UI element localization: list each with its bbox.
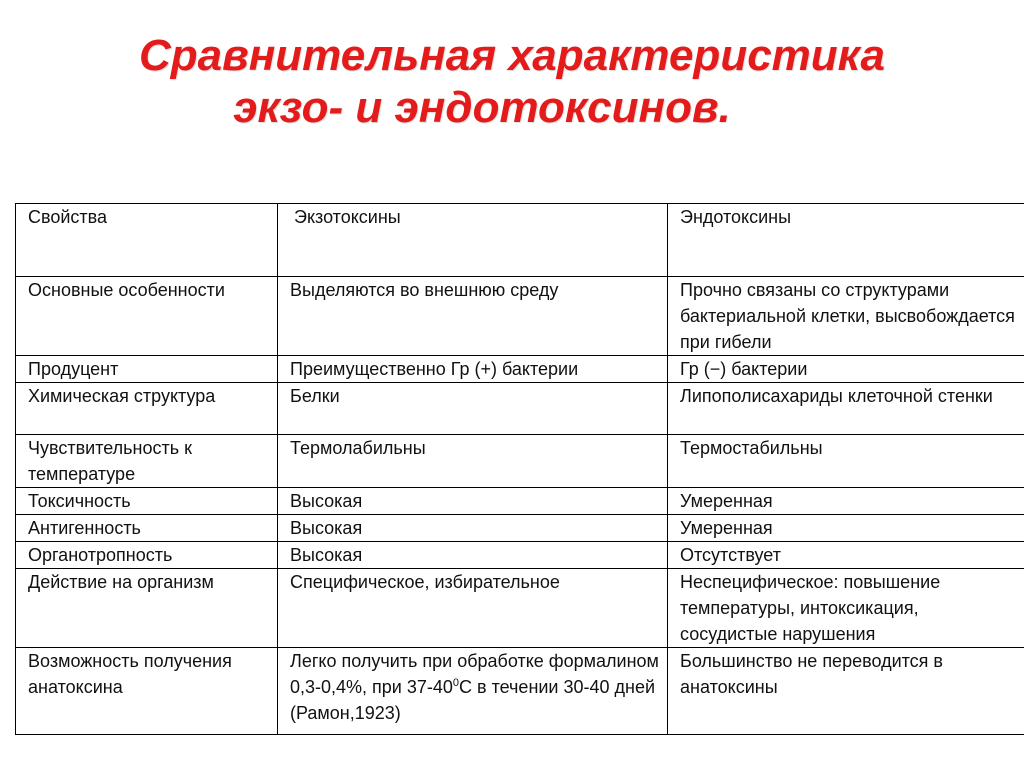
header-endotoxins: Эндотоксины [668, 204, 1024, 277]
slide-title [0, 30, 1024, 134]
row-exotoxin-value: Преимущественно Гр (+) бактерии [278, 356, 668, 383]
row-exotoxin-value: Выделяются во внешнюю среду [278, 277, 668, 356]
row-property: Продуцент [16, 356, 278, 383]
exo-text-part1: Легко получить при обработке формалином 0,3-0,4%, при 37-40 [290, 651, 659, 697]
table-row [16, 435, 1024, 488]
row-exotoxin-value: Термолабильны [278, 435, 668, 488]
row-endotoxin-value: Прочно связаны со структурами бактериальной клетки, высвобождается при гибели [668, 277, 1024, 356]
table-row [16, 515, 1024, 542]
row-endotoxin-value: Отсутствует [668, 542, 1024, 569]
header-properties: Свойства [16, 204, 278, 277]
row-property: Химическая структура [16, 383, 278, 435]
row-exotoxin-value: Высокая [278, 542, 668, 569]
comparison-table [15, 203, 1024, 735]
row-property: Чувствительность к температуре [16, 435, 278, 488]
table-row [16, 277, 1024, 356]
row-property: Токсичность [16, 488, 278, 515]
title-line-1: Сравнительная характеристика [139, 31, 885, 80]
row-property: Органотропность [16, 542, 278, 569]
row-exotoxin-value: Высокая [278, 515, 668, 542]
table-row [16, 383, 1024, 435]
header-exotoxins: Экзотоксины [278, 204, 668, 277]
row-property: Возможность получения анатоксина [16, 648, 278, 735]
table-row [16, 648, 1024, 735]
table-row [16, 356, 1024, 383]
row-property: Антигенность [16, 515, 278, 542]
row-exotoxin-value: Специфическое, избирательное [278, 569, 668, 648]
row-property: Действие на организм [16, 569, 278, 648]
table-row [16, 488, 1024, 515]
row-endotoxin-value: Большинство не переводится в анатоксины [668, 648, 1024, 735]
row-exotoxin-value [278, 648, 668, 735]
row-property: Основные особенности [16, 277, 278, 356]
row-endotoxin-value: Неспецифическое: повышение температуры, интоксикация, сосудистые нарушения [668, 569, 1024, 648]
row-endotoxin-value: Гр (−) бактерии [668, 356, 1024, 383]
degree-superscript: 0 [452, 677, 460, 689]
exo-text-part2: С в течении 30-40 дней (Рамон,1923) [290, 677, 656, 723]
row-exotoxin-value: Белки [278, 383, 668, 435]
row-endotoxin-value: Умеренная [668, 488, 1024, 515]
table-header-row [16, 204, 1024, 277]
row-exotoxin-value: Высокая [278, 488, 668, 515]
table-row [16, 542, 1024, 569]
row-endotoxin-value: Липополисахариды клеточной стенки [668, 383, 1024, 435]
table-row [16, 569, 1024, 648]
row-endotoxin-value: Умеренная [668, 515, 1024, 542]
row-endotoxin-value: Термостабильны [668, 435, 1024, 488]
title-line-2: экзо- и эндотоксинов. [233, 83, 731, 132]
